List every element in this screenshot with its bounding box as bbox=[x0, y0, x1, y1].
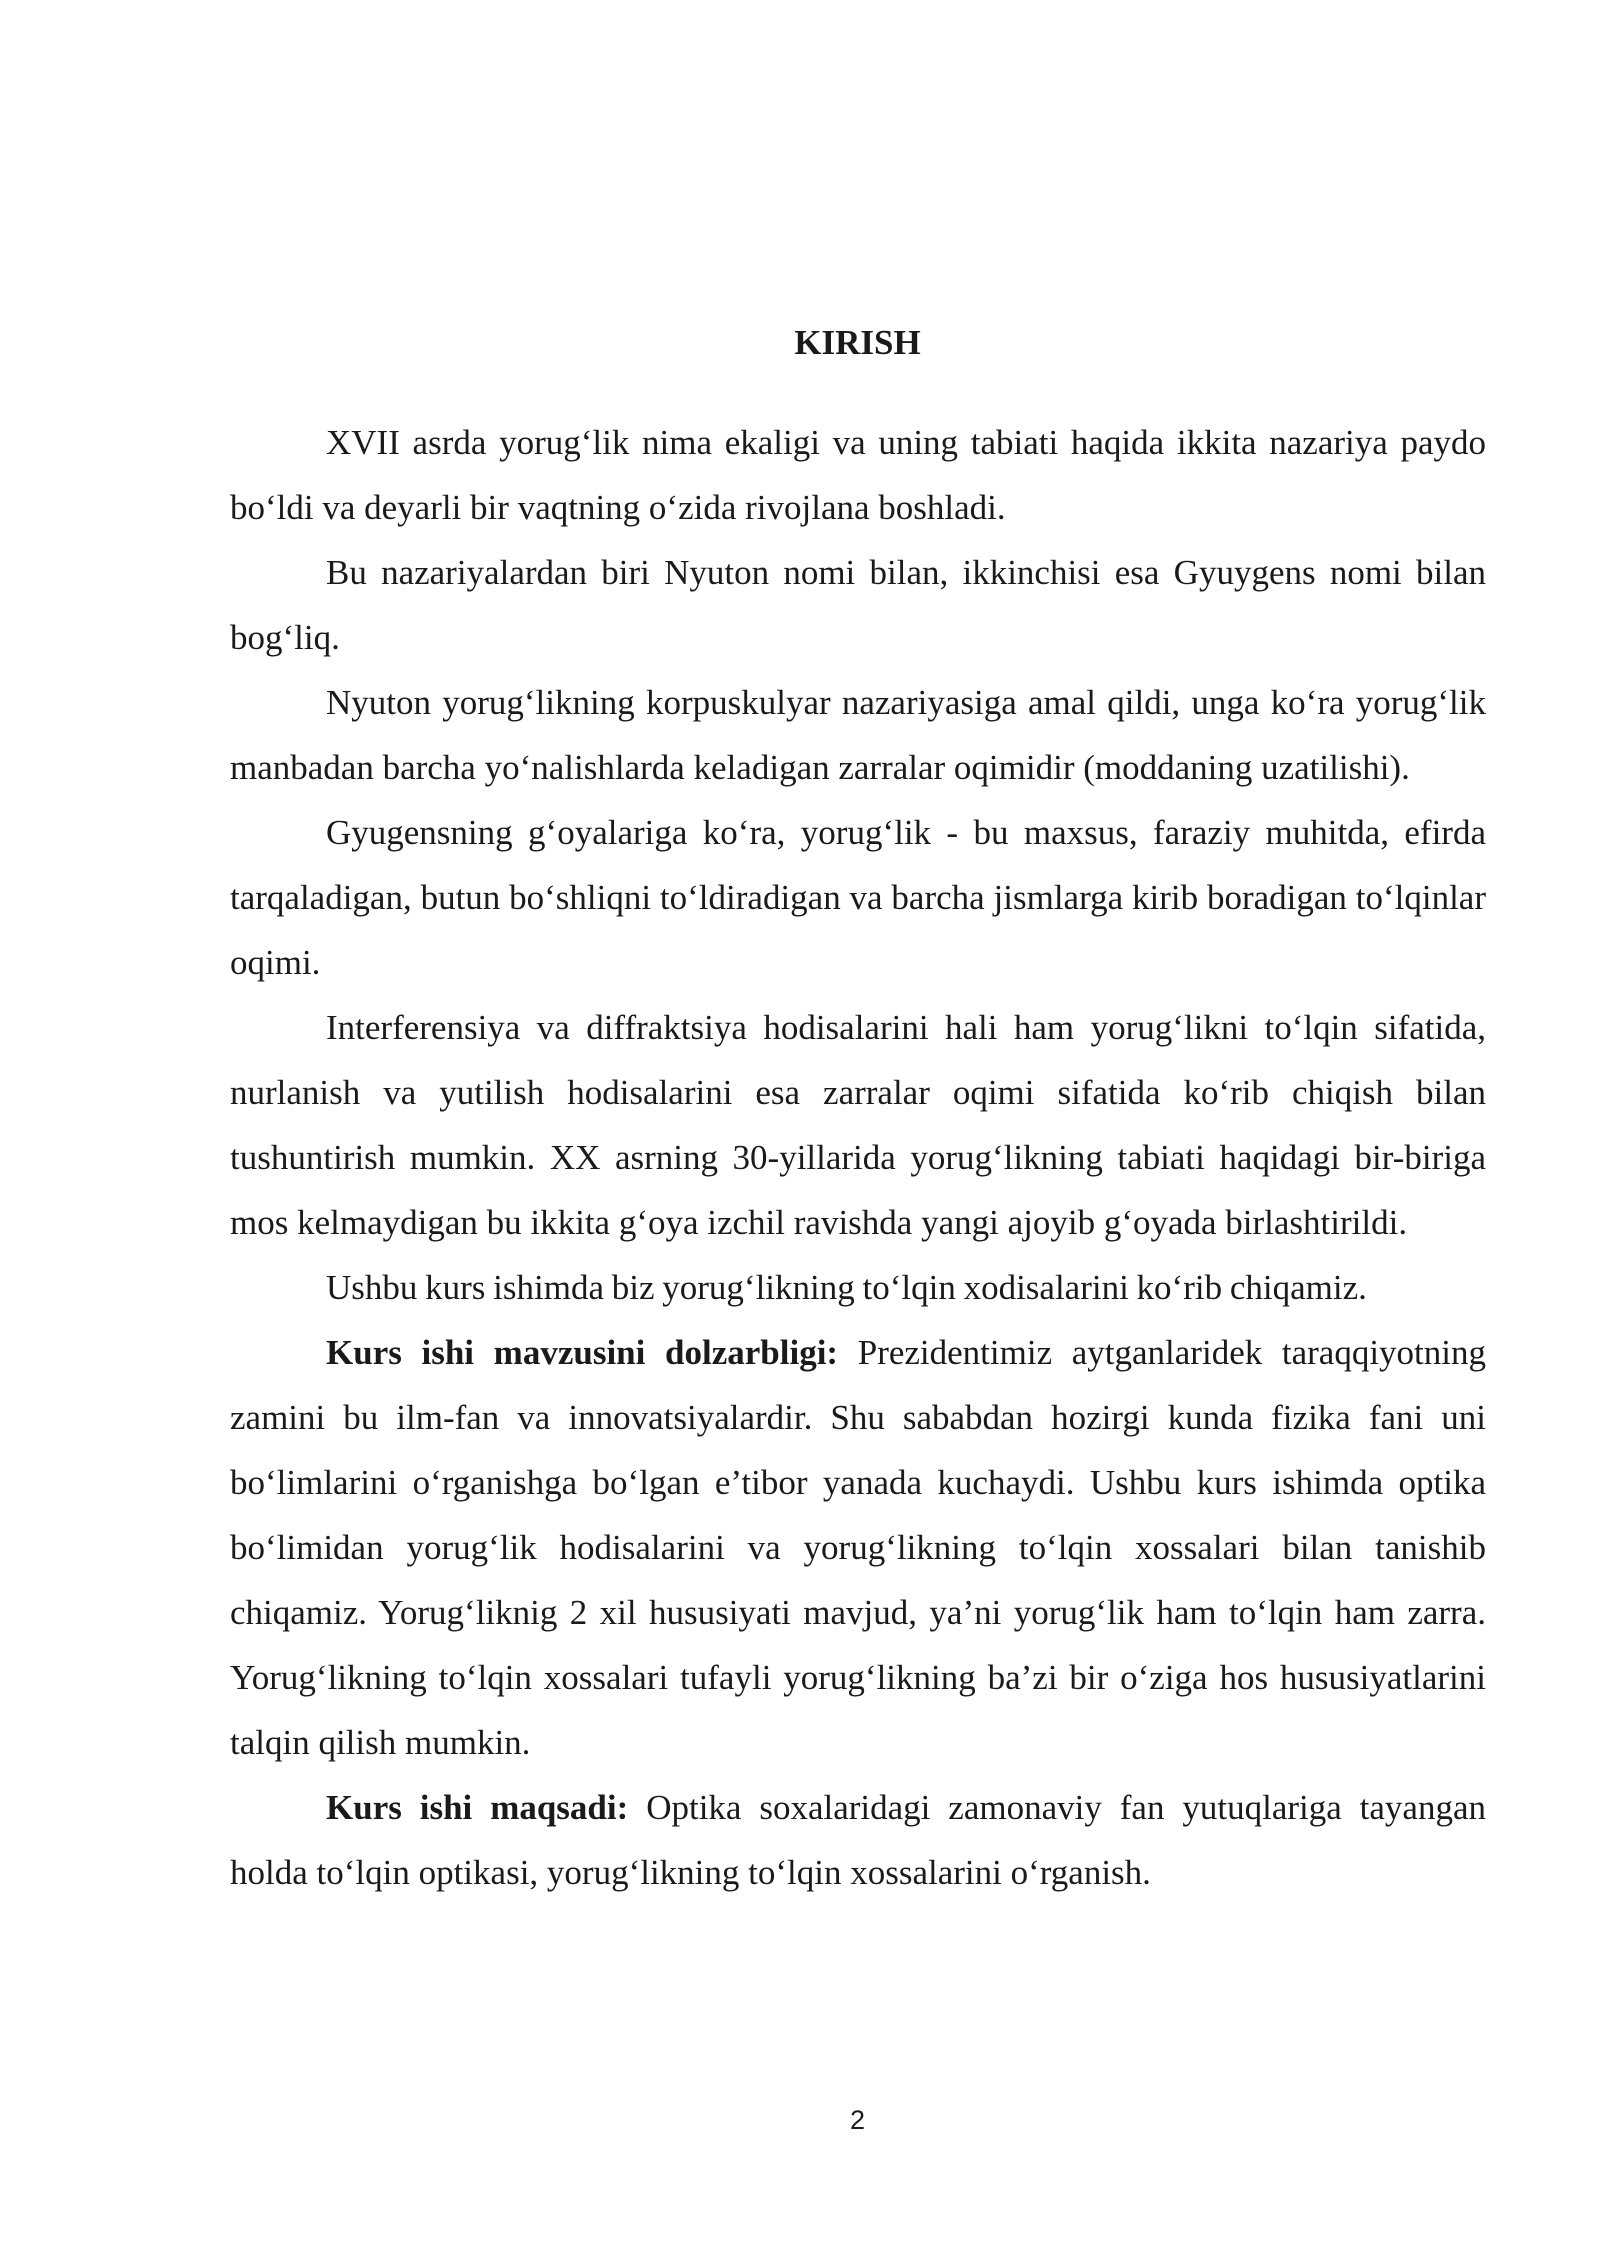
document-body bbox=[230, 410, 1486, 1905]
goal-text: Optika soxalaridagi zamonaviy fan yutuqlariga tayangan holda to‘lqin optikasi, yorug‘likning to‘lqin xossalarini o‘rganish. bbox=[230, 1788, 1486, 1892]
paragraph-course-scope: Ushbu kurs ishimda biz yorug‘likning to‘lqin xodisalarini ko‘rib chiqamiz. bbox=[326, 1268, 1367, 1307]
relevance-text: Prezidentimiz aytganlaridek taraqqiyotning zamini bu ilm-fan va innovatsiyalardir. Shu sababdan hozirgi kunda fizika fani uni bo‘limlarini o‘rganishga bo‘lgan e’tibor yanada kuchaydi. Ushbu kurs ishimda optika bo‘limidan yorug‘lik hodisalarini va yorug‘likning to‘lqin xossalari bilan tanishib chiqamiz. Yorug‘liknig 2 xil hususiyati mavjud, ya’ni yorug‘lik ham to‘lqin ham zarra. Yorug‘likning to‘lqin xossalari tufayli yorug‘likning ba’zi bir o‘ziga hos hususiyatlarini talqin qilish mumkin. bbox=[230, 1333, 1486, 1762]
page-number: 2 bbox=[849, 2105, 866, 2135]
paragraph-goal bbox=[230, 1775, 1486, 1905]
page-heading: KIRISH bbox=[794, 323, 921, 362]
paragraph-theories-authors: Bu nazariyalardan biri Nyuton nomi bilan, ikkinchisi esa Gyuygens nomi bilan bog‘liq. bbox=[230, 553, 1486, 657]
relevance-label: Kurs ishi mavzusini dolzarbligi: bbox=[326, 1333, 839, 1372]
paragraph-newton-theory: Nyuton yorug‘likning korpuskulyar nazariyasiga amal qildi, unga ko‘ra yorug‘lik manbadan barcha yo‘nalishlarda keladigan zarralar oqimidir (moddaning uzatilishi). bbox=[230, 683, 1486, 787]
paragraph-interference: Interferensiya va diffraktsiya hodisalarini hali ham yorug‘likni to‘lqin sifatida, nurlanish va yutilish hodisalarini esa zarralar oqimi sifatida ko‘rib chiqish bilan tushuntirish mumkin. XX asrning 30-yillarida yorug‘likning tabiati haqidagi bir-biriga mos kelmaydigan bu ikkita g‘oya izchil ravishda yangi ajoyib g‘oyada birlashtirildi. bbox=[230, 1008, 1486, 1242]
paragraph-relevance bbox=[230, 1320, 1486, 1775]
paragraph-theories-origin: XVII asrda yorug‘lik nima ekaligi va uning tabiati haqida ikkita nazariya paydo bo‘ldi va deyarli bir vaqtning o‘zida rivojlana boshladi. bbox=[230, 423, 1486, 527]
paragraph-huygens-theory: Gyugensning g‘oyalariga ko‘ra, yorug‘lik - bu maxsus, faraziy muhitda, efirda tarqaladigan, butun bo‘shliqni to‘ldiradigan va barcha jismlarga kirib boradigan to‘lqinlar oqimi. bbox=[230, 813, 1486, 982]
goal-label: Kurs ishi maqsadi: bbox=[326, 1788, 629, 1827]
